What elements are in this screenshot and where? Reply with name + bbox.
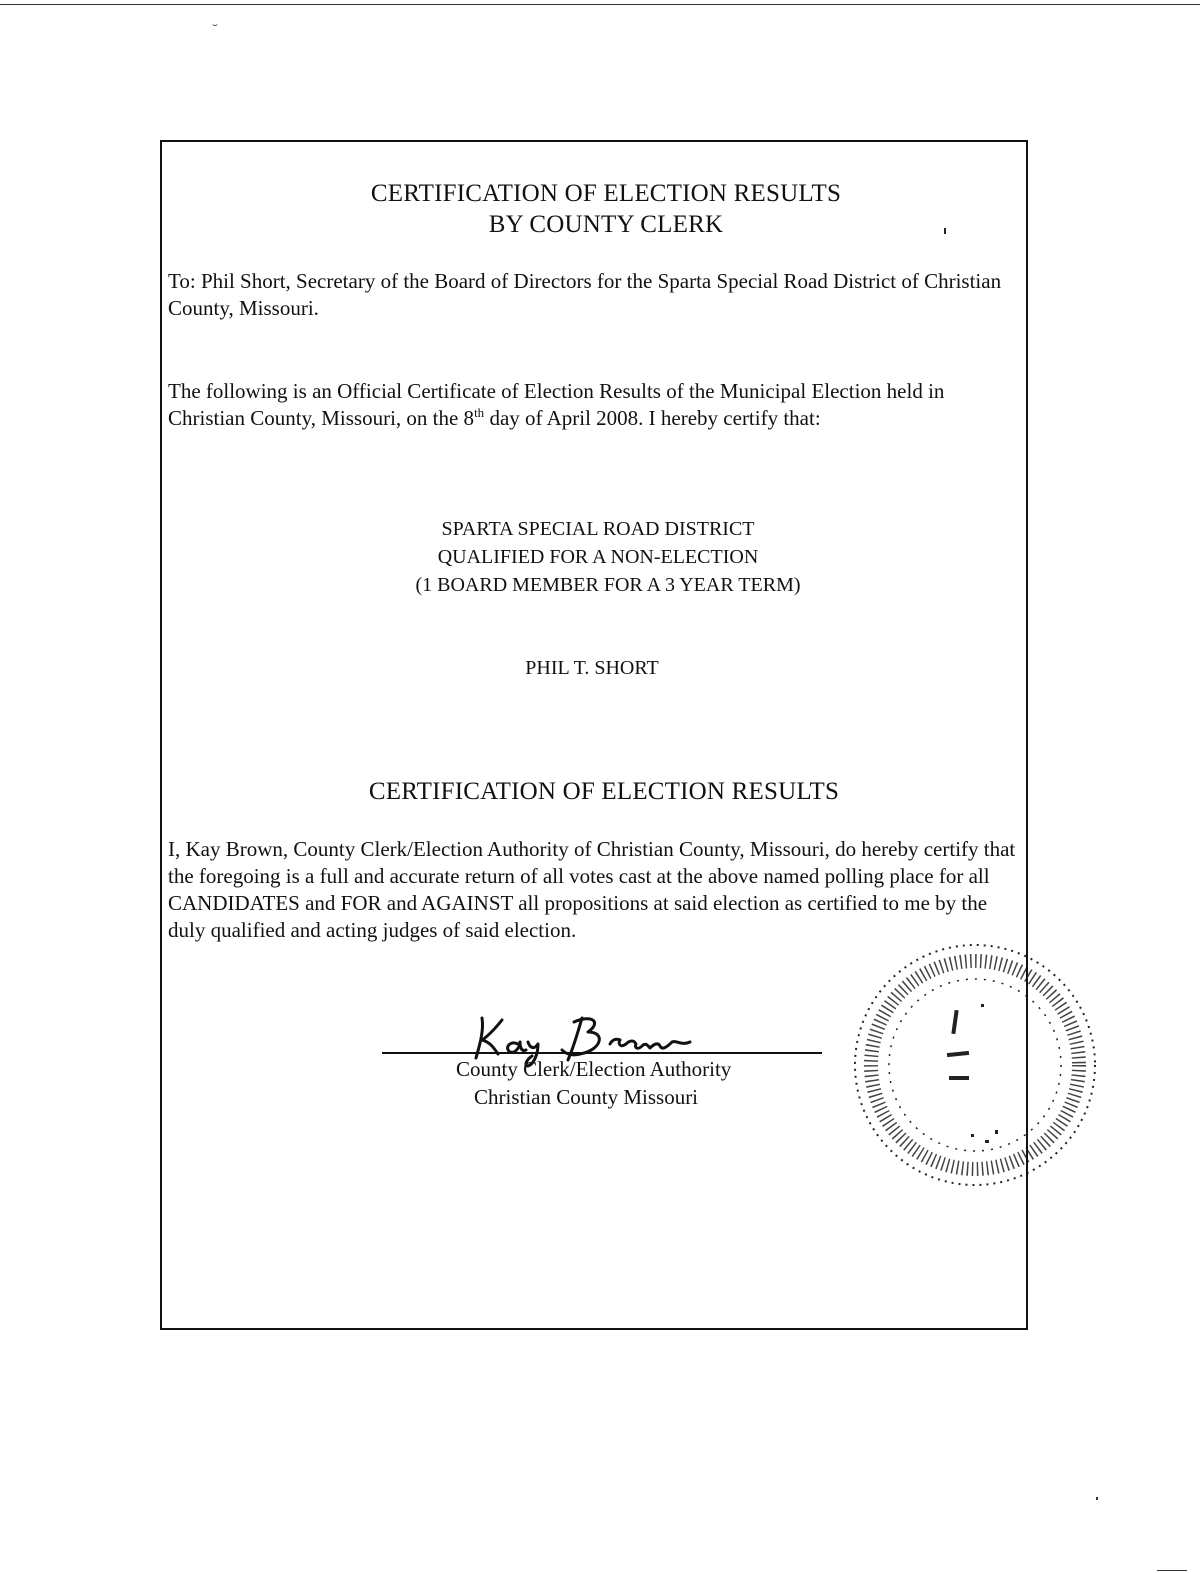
county-seal-stamp-icon	[835, 940, 1105, 1190]
certification-paragraph: I, Kay Brown, County Clerk/Election Authority of Christian County, Missouri, do hereby certify that the foregoing is a full and accurate return of all votes cast at the above named polling place for all CANDIDATES and FOR and AGAINST all propositions at said election as certified to me by the duly qualified and acting judges of said election.	[168, 837, 1016, 942]
paragraph-text-after-ordinal: day of April 2008. I hereby certify that:	[484, 406, 821, 430]
official-certificate-paragraph	[168, 378, 1018, 432]
section-heading: CERTIFICATION OF ELECTION RESULTS	[368, 778, 840, 805]
ordinal-suffix: th	[474, 405, 485, 420]
page-subtitle: BY COUNTY CLERK	[488, 211, 724, 238]
signature-county: Christian County Missouri	[474, 1085, 699, 1109]
candidate-name: PHIL T. SHORT	[525, 657, 659, 679]
signature-title: County Clerk/Election Authority	[456, 1057, 732, 1081]
scan-artifact-mark	[212, 22, 218, 26]
paragraph-text-before-ordinal: The following is an Official Certificate of Election Results of the Municipal Election held in Christian County, Missouri, on the 8	[168, 379, 945, 430]
scan-artifact-dot	[1096, 1497, 1098, 1500]
scan-edge-line-top	[0, 4, 1200, 5]
signature-line	[382, 1052, 822, 1054]
district-name: SPARTA SPECIAL ROAD DISTRICT	[441, 518, 755, 540]
page-title: CERTIFICATION OF ELECTION RESULTS	[370, 180, 842, 207]
district-term: (1 BOARD MEMBER FOR A 3 YEAR TERM)	[415, 574, 801, 596]
district-status: QUALIFIED FOR A NON-ELECTION	[437, 546, 759, 568]
addressee-paragraph: To: Phil Short, Secretary of the Board of Directors for the Sparta Special Road District of Christian County, Missouri.	[168, 269, 1002, 320]
scan-edge-line-bottom	[1157, 1570, 1187, 1571]
